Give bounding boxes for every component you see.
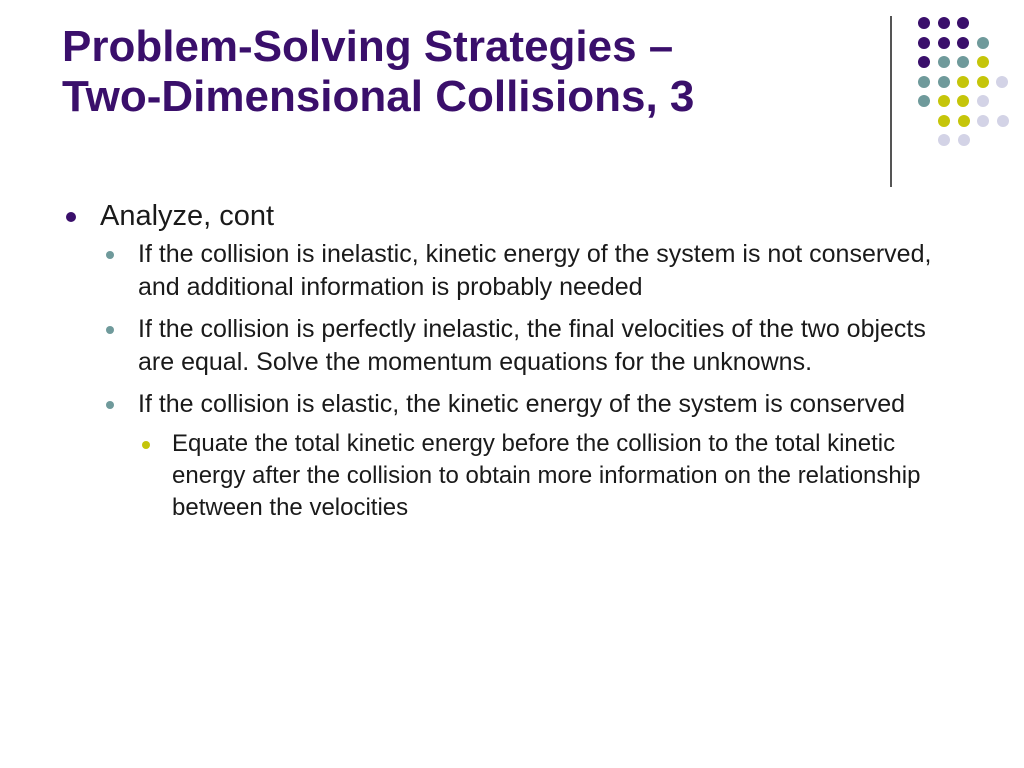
bullet-level2 [62, 238, 982, 304]
bullet-text: Analyze, cont [100, 200, 275, 232]
decorative-dot-icon [977, 76, 989, 88]
decorative-dot-icon [918, 37, 930, 49]
decorative-dot-icon [938, 115, 950, 127]
decorative-dot-icon [996, 76, 1008, 88]
bullet-level3 [62, 428, 982, 524]
decorative-dot-icon [918, 56, 930, 68]
decorative-dot-icon [938, 76, 950, 88]
decorative-dot-icon [977, 37, 989, 49]
decorative-dot-icon [938, 37, 950, 49]
decorative-dot-icon [938, 17, 950, 29]
decorative-dot-icon [957, 95, 969, 107]
decorative-dot-icon [958, 134, 970, 146]
slide-title-line-1: Problem-Solving Strategies – [62, 22, 674, 71]
bullet-level2 [62, 388, 982, 421]
slide-title-line-2: Two-Dimensional Collisions, 3 [62, 72, 695, 121]
decorative-dot-grid [0, 0, 1024, 200]
bullet-dot-icon [66, 212, 76, 222]
decorative-dot-icon [958, 115, 970, 127]
decorative-dot-icon [977, 115, 989, 127]
bullet-dot-icon [142, 441, 150, 449]
bullet-text: Equate the total kinetic energy before the collision to the total kinetic energy after the collision to obtain more information on the relationship between the velocities [172, 430, 921, 521]
decorative-dot-icon [938, 95, 950, 107]
decorative-dot-icon [977, 95, 989, 107]
decorative-dot-icon [938, 134, 950, 146]
bullet-text: If the collision is elastic, the kinetic energy of the system is conserved [138, 390, 906, 418]
decorative-dot-icon [918, 76, 930, 88]
decorative-dot-icon [957, 56, 969, 68]
decorative-dot-icon [918, 17, 930, 29]
bullet-dot-icon [106, 251, 114, 259]
bullet-dot-icon [106, 401, 114, 409]
decorative-dot-icon [957, 76, 969, 88]
decorative-dot-icon [997, 115, 1009, 127]
bullet-level1 [62, 198, 982, 234]
decorative-dot-icon [938, 56, 950, 68]
bullet-text: If the collision is perfectly inelastic, the final velocities of the two objects are equal. Solve the momentum equations for the unknowns. [138, 315, 926, 376]
decorative-dot-icon [977, 56, 989, 68]
bullet-text: If the collision is inelastic, kinetic energy of the system is not conserved, and additional information is probably needed [138, 240, 932, 301]
slide-body [62, 198, 982, 524]
bullet-dot-icon [106, 326, 114, 334]
decorative-dot-icon [957, 17, 969, 29]
bullet-level2 [62, 313, 982, 379]
decorative-dot-icon [918, 95, 930, 107]
decorative-dot-icon [957, 37, 969, 49]
